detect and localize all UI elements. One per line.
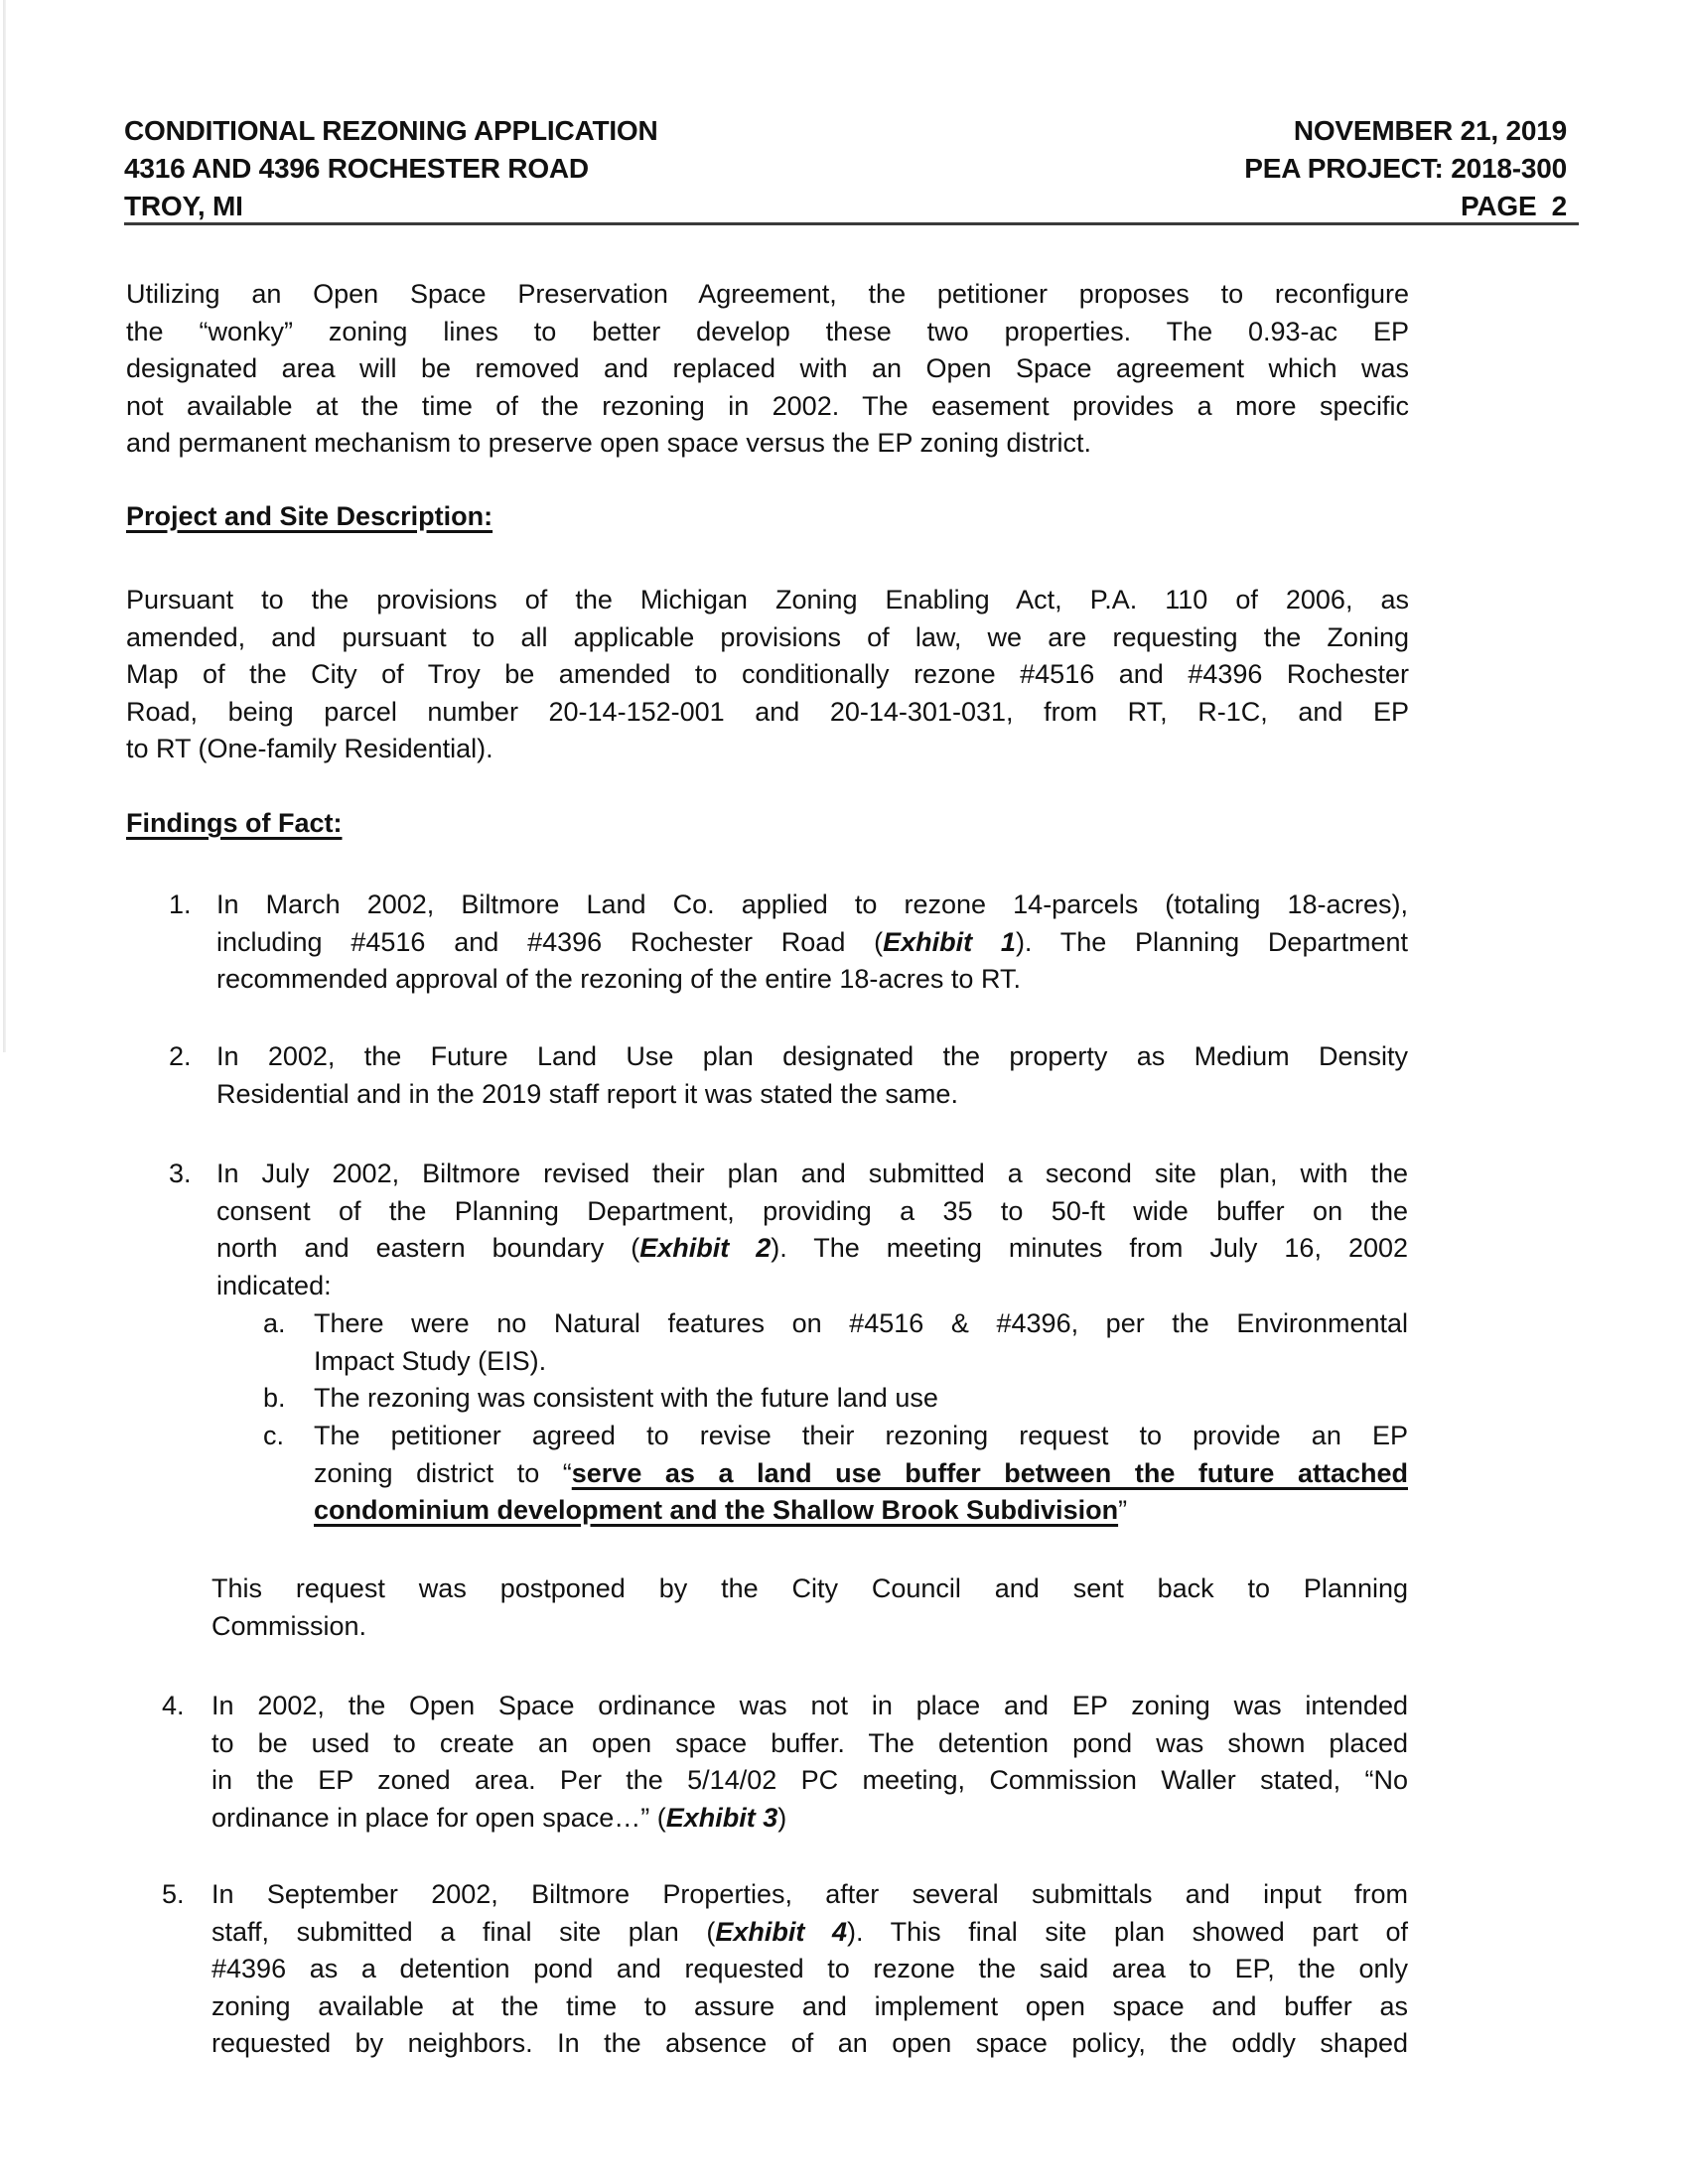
text-line: In 2002, the Future Land Use plan designated the property as Medium Density — [216, 1041, 1408, 1071]
finding-item-1 — [216, 887, 1408, 999]
text-segment: ). The meeting minutes from July 16, 2002 — [771, 1233, 1409, 1263]
quoted-emphasis: condominium development and the Shallow Brook Subdivision — [314, 1495, 1119, 1525]
text-segment: staff, submitted a final site plan ( — [211, 1916, 716, 1947]
header-address: 4316 AND 4396 ROCHESTER ROAD — [124, 153, 589, 184]
finding-item-3-note — [211, 1570, 1408, 1645]
finding-subitem-c — [314, 1418, 1408, 1530]
finding-item-3 — [216, 1156, 1408, 1304]
scan-edge-artifact — [3, 0, 6, 1052]
text-line: not available at the time of the rezoning in 2002. The easement provides a more specific — [126, 390, 1409, 421]
text-line — [314, 1455, 1408, 1493]
text-line: The rezoning was consistent with the future land use — [314, 1383, 938, 1413]
finding-item-4 — [211, 1688, 1408, 1837]
text-line: to be used to create an open space buffer. The detention pond was shown placed — [211, 1727, 1408, 1758]
text-line: In March 2002, Biltmore Land Co. applied to rezone 14-parcels (totaling 18-acres), — [216, 889, 1408, 919]
exhibit-reference: Exhibit 4 — [715, 1916, 847, 1947]
header-title: CONDITIONAL REZONING APPLICATION — [124, 115, 658, 146]
header-project-number: PEA PROJECT: 2018-300 — [1244, 153, 1567, 184]
text-line: In July 2002, Biltmore revised their plan and submitted a second site plan, with the — [216, 1159, 1408, 1188]
header-title-block — [124, 112, 658, 225]
text-segment: including #4516 and #4396 Rochester Road ( — [216, 926, 884, 957]
finding-subitem-a — [314, 1305, 1408, 1380]
text-segment: ” — [1118, 1495, 1128, 1525]
list-number: 1. — [169, 889, 192, 919]
text-line: Residential and in the 2019 staff report it was stated the same. — [216, 1078, 958, 1109]
section-heading-findings: Findings of Fact: — [126, 808, 343, 838]
text-line — [314, 1492, 1408, 1530]
exhibit-reference: Exhibit 3 — [665, 1802, 778, 1833]
text-line: amended, and pursuant to all applicable provisions of law, we are requesting the Zoning — [126, 621, 1409, 652]
text-line: and permanent mechanism to preserve open space versus the EP zoning district. — [126, 428, 1092, 458]
text-line: Road, being parcel number 20-14-152-001 and 20-14-301-031, from RT, R-1C, and EP — [126, 696, 1409, 727]
header-meta-block — [1244, 112, 1567, 225]
text-line: Pursuant to the provisions of the Michigan Zoning Enabling Act, P.A. 110 of 2006, as — [126, 585, 1409, 614]
finding-item-5 — [211, 1876, 1408, 2063]
text-line: Map of the City of Troy be amended to conditionally rezone #4516 and #4396 Rochester — [126, 659, 1409, 689]
sublist-letter: b. — [263, 1383, 286, 1413]
page-header — [124, 112, 1579, 231]
section-heading-project: Project and Site Description: — [126, 501, 493, 531]
text-line: Commission. — [211, 1610, 367, 1641]
list-number: 2. — [169, 1041, 192, 1071]
quoted-emphasis: serve as a land use buffer between the future attached — [571, 1457, 1408, 1488]
text-segment: ). This final site plan showed part of — [847, 1916, 1408, 1947]
list-number: 3. — [169, 1159, 192, 1188]
project-paragraph — [126, 582, 1409, 768]
text-line: the “wonky” zoning lines to better develop these two properties. The 0.93-ac EP — [126, 316, 1409, 346]
sublist-letter: a. — [263, 1308, 286, 1338]
text-line: consent of the Planning Department, providing a 35 to 50-ft wide buffer on the — [216, 1195, 1408, 1226]
text-line — [211, 1914, 1408, 1952]
text-segment: north and eastern boundary ( — [216, 1233, 640, 1263]
intro-paragraph — [126, 276, 1409, 463]
text-line: There were no Natural features on #4516 & #4396, per the Environmental — [314, 1308, 1408, 1338]
header-divider — [124, 222, 1579, 225]
header-city: TROY, MI — [124, 191, 243, 221]
text-line: Impact Study (EIS). — [314, 1345, 547, 1376]
text-line — [216, 1230, 1408, 1268]
text-segment: ). The Planning Department — [1015, 926, 1408, 957]
text-segment: ordinance in place for open space…” ( — [211, 1802, 666, 1833]
text-line: In 2002, the Open Space ordinance was not in place and EP zoning was intended — [211, 1691, 1408, 1720]
text-line: #4396 as a detention pond and requested to rezone the said area to EP, the only — [211, 1954, 1408, 1983]
exhibit-reference: Exhibit 2 — [639, 1233, 772, 1263]
text-line: zoning available at the time to assure and implement open space and buffer as — [211, 1990, 1408, 2021]
text-line — [216, 924, 1408, 962]
list-number: 5. — [162, 1879, 185, 1909]
text-segment: ) — [777, 1802, 787, 1833]
finding-subitem-b — [314, 1380, 1408, 1418]
text-line: Utilizing an Open Space Preservation Agreement, the petitioner proposes to reconfigure — [126, 279, 1409, 309]
text-line — [211, 1800, 1408, 1838]
text-line: The petitioner agreed to revise their rezoning request to provide an EP — [314, 1421, 1408, 1450]
text-line: designated area will be removed and replaced with an Open Space agreement which was — [126, 353, 1409, 383]
text-line: in the EP zoned area. Per the 5/14/02 PC meeting, Commission Waller stated, “No — [211, 1765, 1408, 1795]
header-page-number: PAGE 2 — [1460, 191, 1567, 221]
finding-item-2 — [216, 1038, 1408, 1113]
text-line: indicated: — [216, 1270, 332, 1300]
text-line: recommended approval of the rezoning of the entire 18-acres to RT. — [216, 964, 1021, 994]
header-date: NOVEMBER 21, 2019 — [1293, 115, 1567, 146]
list-number: 4. — [162, 1691, 185, 1720]
text-line: This request was postponed by the City Council and sent back to Planning — [211, 1573, 1408, 1603]
text-line: In September 2002, Biltmore Properties, after several submittals and input from — [211, 1879, 1408, 1909]
text-line: to RT (One-family Residential). — [126, 734, 493, 763]
exhibit-reference: Exhibit 1 — [883, 926, 1016, 957]
sublist-letter: c. — [263, 1421, 285, 1450]
text-line: requested by neighbors. In the absence of an open space policy, the oddly shaped — [211, 2028, 1408, 2058]
text-segment: zoning district to “ — [314, 1457, 572, 1488]
